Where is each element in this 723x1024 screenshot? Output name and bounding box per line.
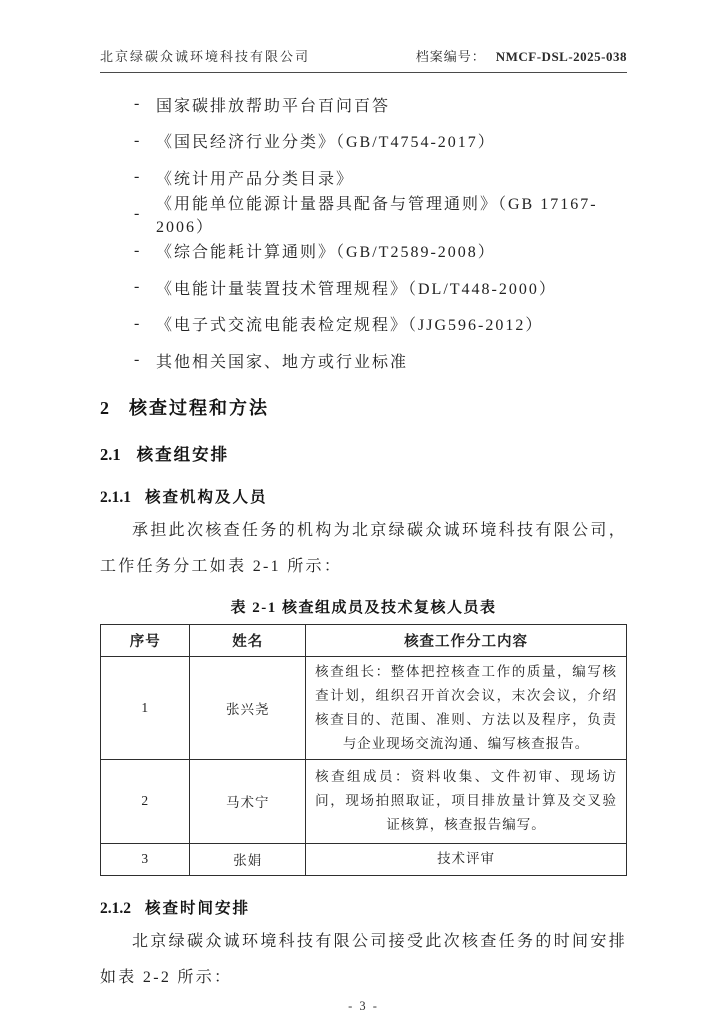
- section-number: 2.1.2: [100, 899, 131, 917]
- section-title: 核查机构及人员: [145, 488, 268, 506]
- table-header-row: [101, 624, 627, 656]
- bullet-dash: -: [134, 95, 140, 113]
- cell-no: 1: [101, 656, 190, 759]
- reference-item-text: 《电能计量装置技术管理规程》（DL/T448-2000）: [156, 280, 557, 298]
- section-title: 核查时间安排: [145, 899, 251, 917]
- reference-item-text: 其他相关国家、地方或行业标准: [156, 353, 409, 371]
- col-header-no: 序号: [101, 624, 190, 656]
- reference-item: [100, 269, 627, 306]
- cell-name: 张兴尧: [190, 656, 306, 759]
- reference-item: [100, 232, 627, 269]
- reference-item: [100, 196, 627, 237]
- cell-duty: 技术评审: [306, 843, 627, 875]
- reference-item-text: 《电子式交流电能表检定规程》（JJG596-2012）: [156, 317, 544, 335]
- reference-item: [100, 86, 627, 123]
- section-number: 2.1: [100, 444, 121, 464]
- table-row: [101, 843, 627, 875]
- section-number: 2.1.1: [100, 488, 131, 506]
- reference-item-text: 《统计用产品分类目录》: [156, 170, 355, 188]
- table-2-1-title: 表 2-1 核查组成员及技术复核人员表: [230, 599, 497, 616]
- reference-item-text: 《国民经济行业分类》（GB/T4754-2017）: [156, 134, 496, 152]
- section-title: 核查组安排: [136, 444, 230, 464]
- archive-number: [416, 46, 627, 65]
- cell-duty: 核查组长：整体把控核查工作的质量，编写核查计划，组织召开首次会议，末次会议，介绍核查目的、范围、准则、方法以及程序，负责与企业现场交流沟通、编写核查报告。: [306, 656, 627, 759]
- cell-name: 张娟: [190, 843, 306, 875]
- reference-item-text: 《综合能耗计算通则》（GB/T2589-2008）: [156, 244, 496, 262]
- reference-item: [100, 123, 627, 160]
- bullet-dash: -: [134, 131, 140, 149]
- reference-item: [100, 342, 627, 379]
- paragraph-2-1-1: 承担此次核查任务的机构为北京绿碳众诚环境科技有限公司，工作任务分工如表 2-1 所示：: [100, 521, 627, 575]
- reference-item-text: 《用能单位能源计量器具配备与管理通则》（GB 17167-2006）: [156, 196, 598, 237]
- bullet-dash: -: [134, 168, 140, 186]
- table-row: [101, 759, 627, 843]
- reference-list: [100, 73, 627, 379]
- section-number: 2: [100, 397, 109, 418]
- team-table: [100, 624, 627, 876]
- subsection-heading-2-1-1: [100, 485, 627, 507]
- reference-item-text: 国家碳排放帮助平台百问百答: [156, 97, 391, 115]
- cell-no: 2: [101, 759, 190, 843]
- subsection-heading-2-1-2: [100, 896, 627, 918]
- col-header-name: 姓名: [190, 624, 306, 656]
- reference-item: [100, 306, 627, 343]
- col-header-duty: 核查工作分工内容: [306, 624, 627, 656]
- bullet-dash: -: [134, 278, 140, 296]
- bullet-dash: -: [134, 314, 140, 332]
- page-number: - 3 -: [348, 998, 379, 1013]
- cell-no: 3: [101, 843, 190, 875]
- subsection-heading-2-1: [100, 441, 627, 465]
- archive-number-label: 档案编号：: [415, 49, 486, 64]
- cell-name: 马术宁: [190, 759, 306, 843]
- bullet-dash: -: [134, 241, 140, 259]
- section-title: 核查过程和方法: [129, 397, 269, 418]
- section-heading-2: [100, 394, 627, 420]
- paragraph-2-1-2: 北京绿碳众诚环境科技有限公司接受此次核查任务的时间安排如表 2-2 所示：: [100, 932, 627, 986]
- header-company: 北京绿碳众诚环境科技有限公司: [100, 49, 311, 64]
- table-row: [101, 656, 627, 759]
- archive-number-value: NMCF-DSL-2025-038: [495, 49, 627, 64]
- bullet-dash: -: [134, 351, 140, 369]
- bullet-dash: -: [134, 205, 140, 223]
- cell-duty: 核查组成员：资料收集、文件初审、现场访问，现场拍照取证，项目排放量计算及交叉验证核算，核查报告编写。: [306, 759, 627, 843]
- page-header: [100, 46, 627, 73]
